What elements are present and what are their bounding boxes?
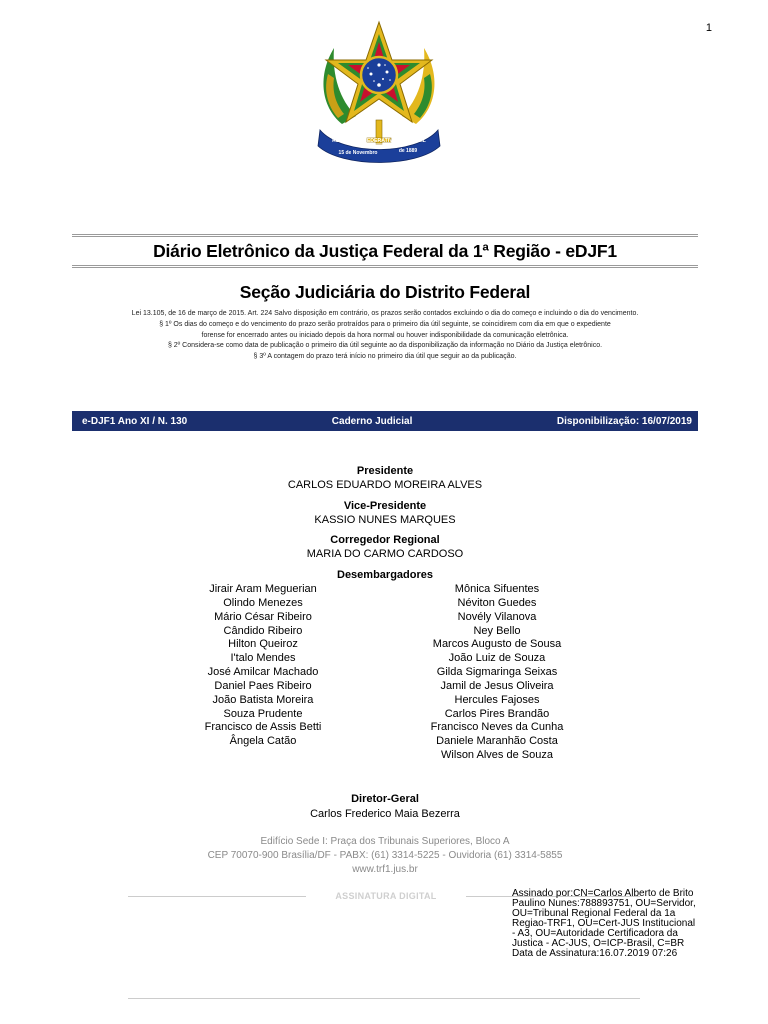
signature-line: Paulino Nunes:788893751, OU=Servidor,: [512, 898, 696, 909]
ribbon-text-republica: REPÚBLICA FEDERATIVA DO BRASIL: [332, 138, 426, 144]
footer-divider: [128, 998, 640, 999]
desembargadores-right-column: [397, 583, 597, 763]
law-note-line: Lei 13.105, de 16 de março de 2015. Art. 224 Salvo disposição em contrário, os prazos serão contados excluindo o dia do começo e incluindo o dia do vencimento.: [131, 310, 639, 317]
desembargador-name: Olindo Menezes: [223, 596, 303, 609]
desembargador-name: Marcos Augusto de Sousa: [432, 638, 562, 651]
ribbon-text-date: 15 de Novembro: [338, 150, 378, 156]
desembargador-name: Francisco Neves da Cunha: [430, 721, 564, 734]
diretor-geral-label: Diretor-Geral: [351, 793, 419, 805]
vice-presidente-name: KASSIO NUNES MARQUES: [314, 514, 456, 526]
desembargador-name: Mônica Sifuentes: [454, 583, 540, 595]
desembargador-name: Cândido Ribeiro: [223, 624, 303, 637]
corregedor-label: Corregedor Regional: [330, 534, 440, 546]
brazil-coat-of-arms-emblem: [312, 18, 446, 166]
digital-signature-details: [512, 889, 708, 959]
desembargador-name: Mário César Ribeiro: [214, 610, 312, 623]
desembargador-name: Daniel Paes Ribeiro: [214, 679, 312, 692]
desembargador-name: Wilson Alves de Souza: [441, 749, 553, 762]
ribbon-text-year: de 1889: [398, 148, 418, 154]
edition-info-bar: [72, 411, 698, 431]
desembargadores-label: Desembargadores: [337, 569, 433, 581]
edition-number: e-DJF1 Ano XI / N. 130: [82, 415, 188, 427]
availability-date: Disponibilização: 16/07/2019: [556, 415, 692, 427]
desembargador-name: Néviton Guedes: [457, 596, 537, 609]
blue-globe: [361, 57, 397, 93]
law-notes: [72, 309, 698, 363]
law-note-line: § 2º Considera-se como data de publicação o primeiro dia útil seguinte ao da disponibilização da informação no Diário da Justiça eletrônico.: [167, 342, 603, 350]
signature-line: Assinado por:CN=Carlos Alberto de Brito: [512, 888, 694, 899]
website-link[interactable]: www.trf1.jus.br: [352, 864, 418, 875]
presidente-name: CARLOS EDUARDO MOREIRA ALVES: [287, 479, 483, 491]
desembargador-name: Ney Bello: [473, 624, 521, 637]
signature-divider-left: [128, 896, 306, 897]
desembargador-name: Carlos Pires Brandão: [444, 707, 550, 720]
presidente-label: Presidente: [356, 465, 414, 477]
desembargador-name: Novély Vilanova: [457, 610, 537, 623]
desembargador-name: Jirair Aram Meguerian: [209, 583, 317, 595]
vice-presidente-label: Vice-Presidente: [343, 500, 427, 512]
page-number: 1: [705, 22, 712, 34]
desembargador-name: Hilton Queiroz: [228, 638, 298, 651]
signature-line: Regiao-TRF1, OU=Cert-JUS Institucional: [512, 918, 696, 929]
desembargador-name: João Luiz de Souza: [448, 652, 546, 665]
notebook-name: Caderno Judicial: [331, 415, 413, 427]
desembargador-name: João Batista Moreira: [212, 693, 314, 706]
signature-line: Data de Assinatura:16.07.2019 07:26: [512, 948, 678, 959]
address-line: CEP 70070-900 Brasília/DF - PABX: (61) 3314-5225 - Ouvidoria (61) 3314-5855: [207, 850, 563, 861]
desembargadores-left-column: [163, 583, 363, 749]
desembargador-name: Daniele Maranhão Costa: [436, 735, 558, 748]
signature-line: OU=Tribunal Regional Federal da 1a: [512, 908, 676, 919]
journal-title: Diário Eletrônico da Justiça Federal da 1ª Região - eDJF1: [153, 241, 617, 261]
desembargador-name: I'talo Mendes: [230, 652, 296, 665]
desembargador-name: Hercules Fajoses: [454, 693, 540, 706]
desembargador-name: Francisco de Assis Betti: [204, 721, 322, 734]
desembargador-name: Gilda Sigmaringa Seixas: [436, 666, 558, 679]
desembargador-name: Ângela Catão: [229, 735, 297, 748]
law-note-line: forense for encerrado antes ou iniciado depois da hora normal ou houver indisponibilidade da comunicação eletrônica.: [201, 331, 569, 339]
section-title: Seção Judiciária do Distrito Federal: [239, 282, 531, 302]
desembargador-name: Jamil de Jesus Oliveira: [440, 679, 554, 692]
law-note-line: § 3º A contagem do prazo terá início no primeiro dia útil que seguir ao da publicação.: [253, 353, 517, 361]
desembargador-name: José Amilcar Machado: [207, 666, 319, 679]
address-line: Edifício Sede I: Praça dos Tribunais Superiores, Bloco A: [260, 836, 510, 847]
corregedor-name: MARIA DO CARMO CARDOSO: [306, 548, 464, 560]
law-note-line: § 1º Os dias do começo e do vencimento do prazo serão protraídos para o primeiro dia útil seguinte, se coincidirem com dia em que o expediente: [159, 320, 611, 328]
signature-line: Justica - AC-JUS, O=ICP-Brasil, C=BR: [512, 938, 685, 949]
diretor-geral-name: Carlos Frederico Maia Bezerra: [310, 808, 460, 820]
signature-line: - A3, OU=Autoridade Certificadora da: [512, 928, 678, 939]
digital-signature-label: ASSINATURA DIGITAL: [335, 891, 437, 901]
desembargador-name: Souza Prudente: [223, 707, 303, 720]
